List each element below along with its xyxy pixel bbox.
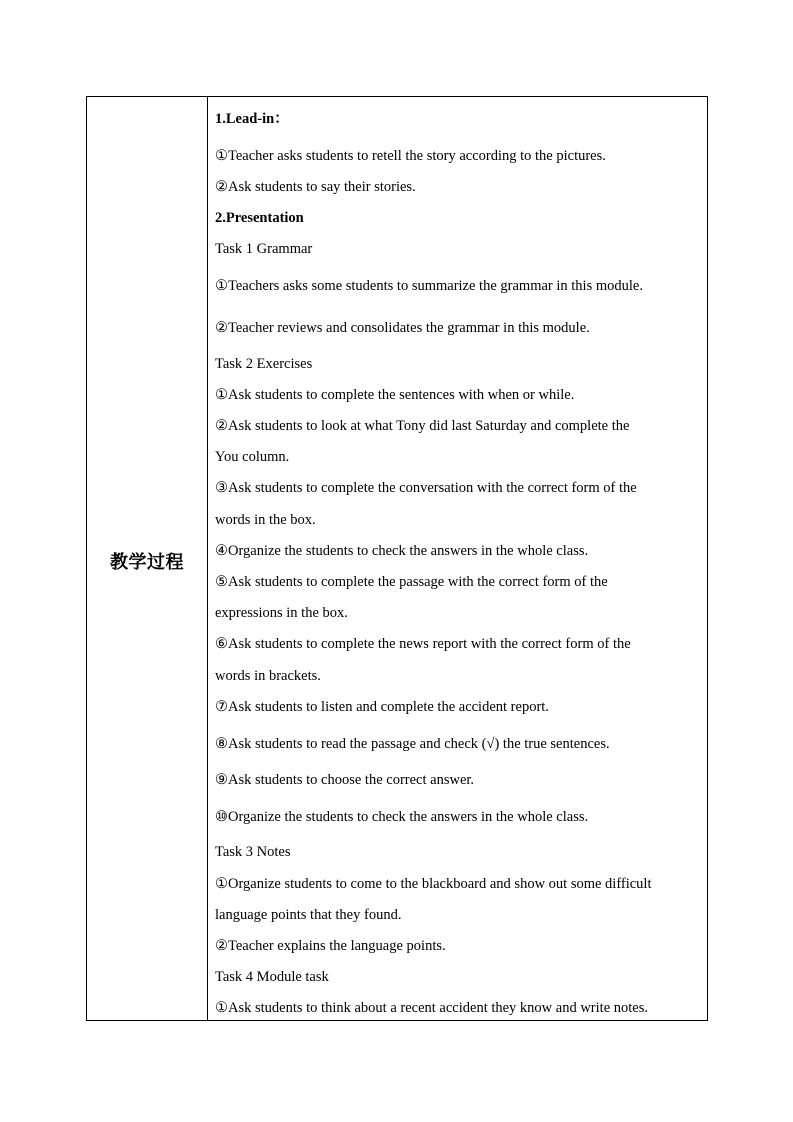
row-label-cell — [87, 97, 207, 1020]
task-heading: Task 1 Grammar — [215, 241, 313, 257]
content-line: language points that they found. — [215, 907, 402, 923]
section-heading: 2.Presentation — [215, 210, 304, 226]
content-line: words in the box. — [215, 512, 316, 528]
content-line: ①Ask students to complete the sentences with when or while. — [215, 387, 575, 403]
content-line: ⑨Ask students to choose the correct answer. — [215, 772, 475, 788]
content-line: ③Ask students to complete the conversation with the correct form of the — [215, 480, 637, 496]
content-line: ②Ask students to look at what Tony did last Saturday and complete the — [215, 418, 630, 434]
content-line: ①Organize students to come to the blackboard and show out some difficult — [215, 876, 652, 892]
content-line: ⑧Ask students to read the passage and check (√) the true sentences. — [215, 736, 610, 752]
content-line: ②Ask students to say their stories. — [215, 179, 416, 195]
content-line: ①Ask students to think about a recent accident they know and write notes. — [215, 1000, 648, 1016]
content-line: ④Organize the students to check the answers in the whole class. — [215, 543, 589, 559]
task-heading: Task 2 Exercises — [215, 356, 313, 372]
column-divider — [207, 97, 208, 1020]
lesson-table — [86, 96, 708, 1021]
content-line: ⑥Ask students to complete the news report with the correct form of the — [215, 636, 631, 652]
content-line: ⑩Organize the students to check the answers in the whole class. — [215, 809, 589, 825]
content-line: ⑤Ask students to complete the passage with the correct form of the — [215, 574, 608, 590]
content-line: expressions in the box. — [215, 605, 348, 621]
content-line: ⑦Ask students to listen and complete the accident report. — [215, 699, 549, 715]
task-heading: Task 4 Module task — [215, 969, 329, 985]
content-line: ①Teacher asks students to retell the story according to the pictures. — [215, 148, 606, 164]
content-line: ②Teacher reviews and consolidates the grammar in this module. — [215, 320, 590, 336]
task-heading: Task 3 Notes — [215, 844, 291, 860]
row-label: 教学过程 — [110, 551, 184, 573]
content-line: You column. — [215, 449, 290, 465]
content-line: ②Teacher explains the language points. — [215, 938, 446, 954]
process-content-cell — [215, 97, 707, 1020]
content-line: ①Teachers asks some students to summarize the grammar in this module. — [215, 278, 643, 294]
section-heading: 1.Lead-in： — [215, 111, 289, 127]
content-line: words in brackets. — [215, 668, 321, 684]
